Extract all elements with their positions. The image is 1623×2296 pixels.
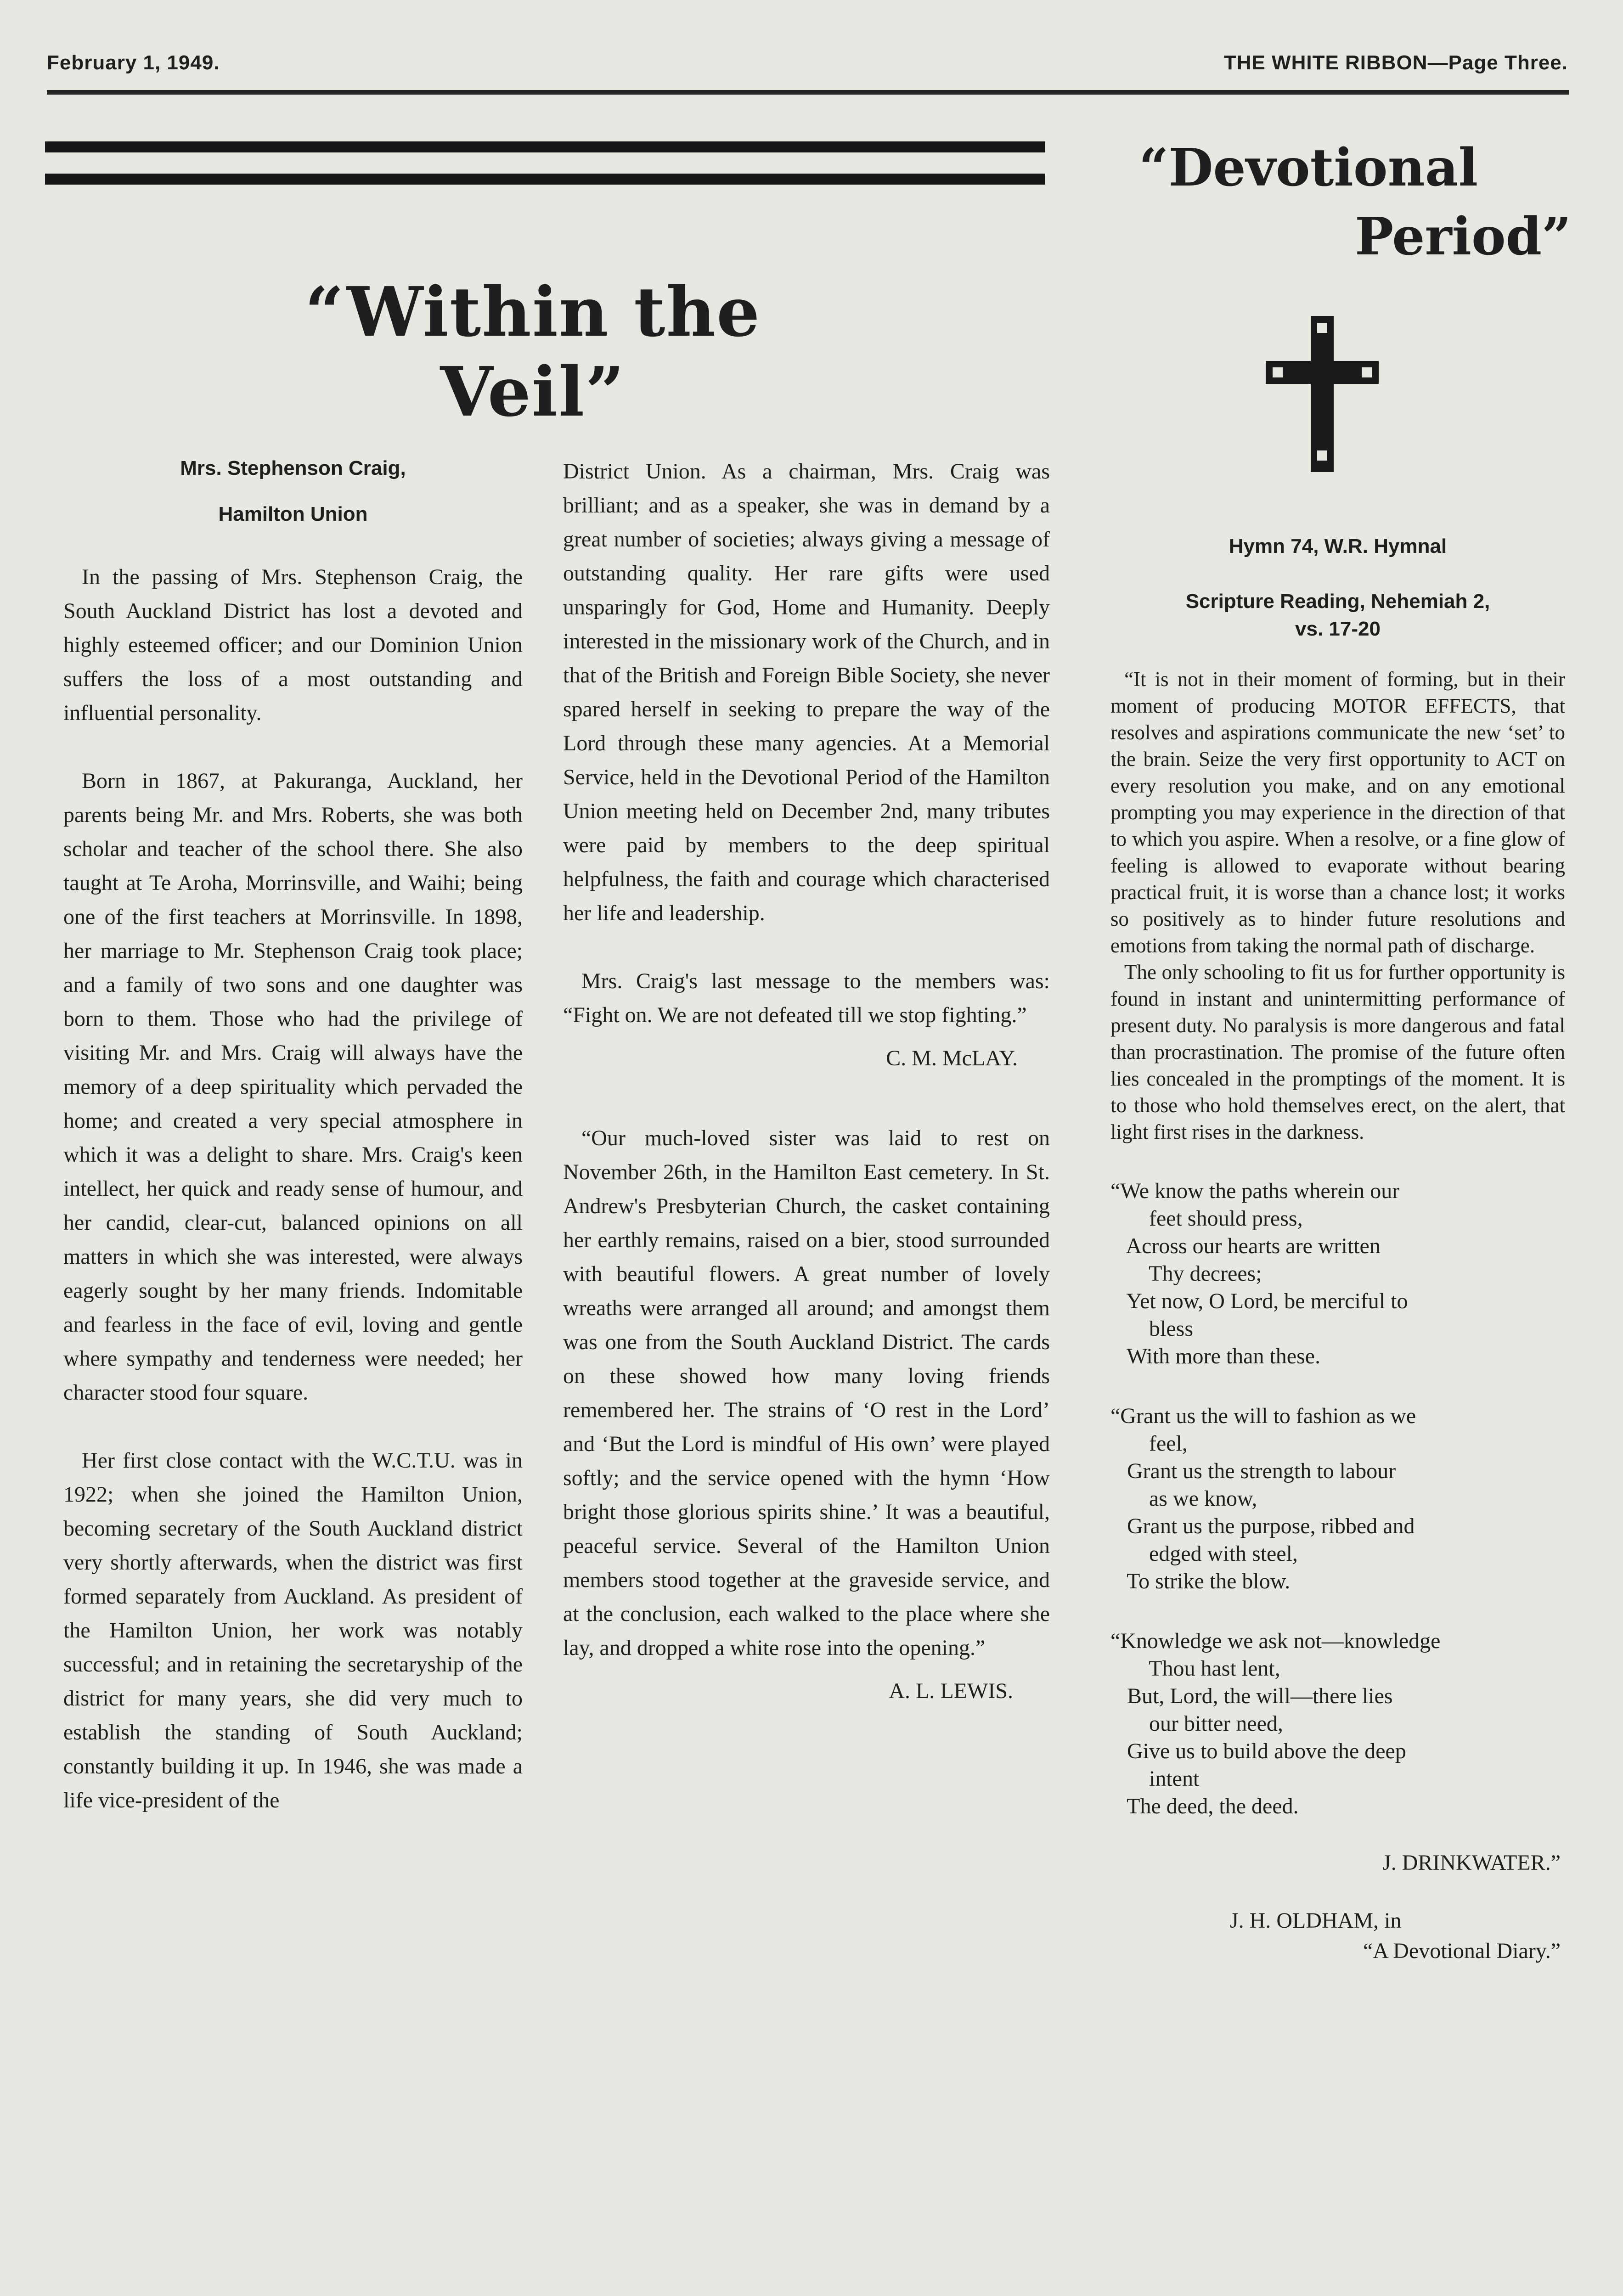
poem-verse-3: “Knowledge we ask not—knowledge Thou hast lent, But, Lord, the will—there lies our bitter need, Give us to build above the deep intent The deed, the deed. [1110,1629,1441,1818]
article-column-2 [563,455,1050,1742]
poem-verse-1: “We know the paths wherein our feet should press, Across our hearts are written Thy decrees; Yet now, O Lord, be merciful to bless With more than these. [1110,1179,1408,1368]
signature-mclay: C. M. McLAY. [886,1046,1018,1070]
source-title: “A Devotional Diary.” [1363,1939,1561,1963]
poet-signature: J. DRINKWATER.” [1382,1851,1561,1875]
obituary-union: Hamilton Union [218,503,368,525]
paragraph: Her first close contact with the W.C.T.U. was in 1922; when she joined the Hamilton Union, becoming secretary of the South Auckland district very shortly afterwards, when the district was first formed separately from Auckland. As president of the Hamilton Union, her work was notably successful; and in retaining the secretaryship of the district for many years, she did very much to establish the standing of South Auckland; constantly building it up. In 1946, she was made a life vice-president of the [63,1448,523,1812]
article-title: “Within the Veil” [304,272,761,432]
header-date: February 1, 1949. [47,51,220,74]
hymn-reference: Hymn 74, W.R. Hymnal [1229,535,1447,557]
signature-lewis: A. L. LEWIS. [889,1679,1013,1703]
article-column-1 [63,455,523,1818]
source-author: J. H. OLDHAM, in [1230,1908,1402,1933]
devotional-title-line-1: “Devotional [1139,138,1478,198]
poem-verse-2: “Grant us the will to fashion as we feel, Grant us the strength to labour as we know, Grant us the purpose, ribbed and edged with steel, To strike the blow. [1110,1404,1416,1593]
paragraph: In the passing of Mrs. Stephenson Craig, the South Auckland District has lost a devoted and highly esteemed officer; and our Dominion Union suffers the loss of a most outstanding and influential personality. [63,565,523,725]
quote-paragraph: The only schooling to fit us for further opportunity is found in instant and unintermitting performance of present duty. No paralysis is more dangerous and fatal than procrastination. The promise of the future often lies concealed in the promptings of the moment. It is to those who hold themselves erect, on the alert, that light first rises in the darkness. [1110,961,1565,1143]
top-rule-1 [45,141,1045,152]
devotional-quote [1110,666,1565,1145]
top-rule-2 [45,174,1045,185]
paragraph: Born in 1867, at Pakuranga, Auckland, her parents being Mr. and Mrs. Roberts, she was both scholar and teacher of the school there. She also taught at Te Aroha, Morrinsville, and Waihi; being one of the first teachers at Morrinsville. In 1898, her marriage to Mr. Stephenson Craig took place; and a family of two sons and one daughter was born to them. Those who had the privilege of visiting Mr. and Mrs. Craig will always have the memory of a deep spirituality which pervaded the home; and created a very special atmosphere in which it was a delight to share. Mrs. Craig's keen intellect, her quick and ready sense of humour, and her candid, clear-cut, balanced opinions on all matters in which she was interested, were always eagerly sought by her many friends. Indomitable and fearless in the face of evil, loving and gentle where sympathy and tenderness were needed; her character stood four square. [63,769,523,1405]
cross-icon [1266,316,1379,472]
devotional-column [1110,533,1565,1966]
paragraph: Mrs. Craig's last message to the members was: “Fight on. We are not defeated till we stop fighting.” [563,969,1050,1027]
scripture-reference: Scripture Reading, Nehemiah 2, [1185,590,1490,613]
obituary-name: Mrs. Stephenson Craig, [180,457,406,479]
devotional-title-line-2: Period” [1355,207,1572,267]
quote-paragraph: “It is not in their moment of forming, but in their moment of producing MOTOR EFFECTS, that resolves and aspirations communicate the new ‘set’ to the brain. Seize the very first opportunity to ACT on every resolution you make, and on any emotional prompting you may experience in the direction of that to which you aspire. When a resolve, or a fine glow of feeling is allowed to evaporate without bearing practical fruit, it is worse than a chance lost; it works so positively as to hinder future resolutions and emotions from taking the normal path of discharge. [1110,668,1565,957]
header-page-title: THE WHITE RIBBON—Page Three. [1223,51,1568,74]
header-rule [47,90,1569,95]
paragraph: “Our much-loved sister was laid to rest on November 26th, in the Hamilton East cemetery. In St. Andrew's Presbyterian Church, the casket containing her earthly remains, raised on a bier, stood surrounded with beautiful flowers. A great number of lovely wreaths were arranged all around; and amongst them was one from the South Auckland District. The cards on these showed how many loving friends remembered her. The strains of ‘O rest in the Lord’ and ‘But the Lord is mindful of His own’ were played softly; and the service opened with the hymn ‘How bright those glorious spirits shine.’ It was a beautiful, peaceful service. Several of the Hamilton Union members stood together at the graveside service, and at the conclusion, each walked to the place where she lay, and dropped a white rose into the opening.” [563,1126,1050,1660]
paragraph: District Union. As a chairman, Mrs. Craig was brilliant; and as a speaker, she was in demand by a great number of societies; always giving a message of outstanding quality. Her rare gifts were used unsparingly for God, Home and Humanity. Deeply interested in the missionary work of the Church, and in that of the British and Foreign Bible Society, she never spared herself in seeking to prepare the way of the Lord through these many agencies. At a Memorial Service, held in the Devotional Period of the Hamilton Union meeting held on December 2nd, many tributes were paid by members to the deep spiritual helpfulness, the faith and courage which characterised her life and leadership. [563,459,1050,925]
scripture-verses: vs. 17-20 [1295,618,1381,640]
